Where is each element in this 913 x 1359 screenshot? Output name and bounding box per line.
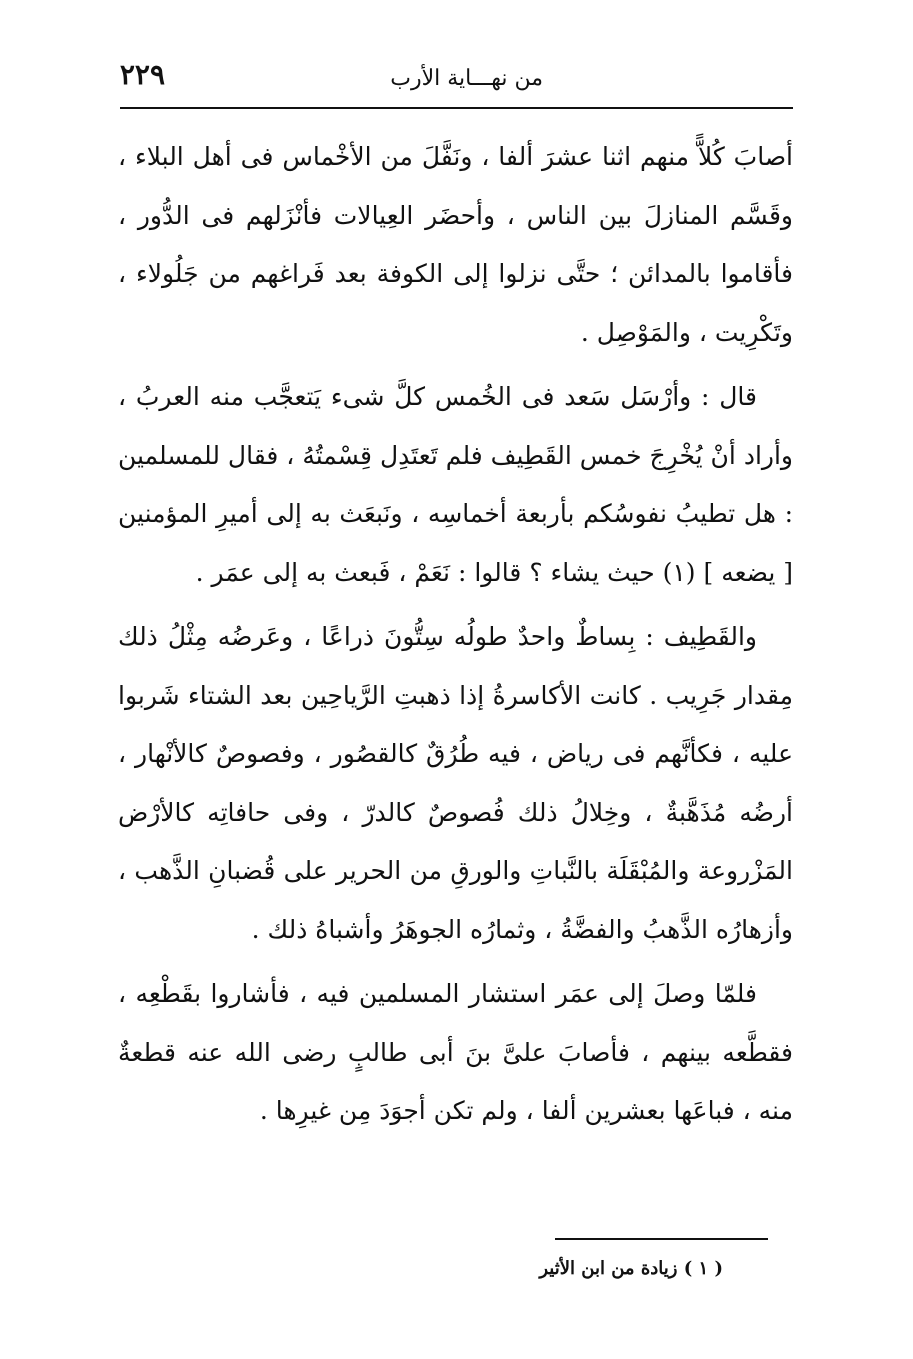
paragraph-1: أصابَ كُلاًّ منهم اثنا عشرَ ألفا ، ونَفَّلَ من الأخْماس فى أهل البلاء ، وقَسَّم المنازلَ بين الناس ، وأحضَر العِيالات فأنْزَلهم فى الدُّور ، فأقاموا بالمدائن ؛ حتَّى نزلوا إلى الكوفة بعد فَراغهم من جَلُولاء ، وتَكْرِيت ، والمَوْصِل . — [118, 142, 794, 347]
footnote-rule — [555, 1238, 768, 1240]
footnote: ( ١ ) زيادة من ابن الأثير — [539, 1258, 723, 1279]
paragraph-2: قال : وأرْسَل سَعد فى الخُمس كلَّ شىء يَتعجَّب منه العربُ ، وأراد أنْ يُخْرِجَ خمس القَطِيف فلم تَعتَدِل قِسْمتُهُ ، فقال للمسلمين : هل تطيبُ نفوسُكم بأربعة أخماسِه ، ونَبعَث به إلى أميرِ المؤمنين [ يضعه ] (١) حيث يشاء ؟ قالوا : نَعَمْ ، فَبعث به إلى عمَر . — [118, 382, 793, 587]
page-number: ٢٢٩ — [119, 58, 165, 91]
paragraph-3: والقَطِيف : بِساطٌ واحدٌ طولُه سِتُّونَ ذراعًا ، وعَرضُه مِثْلُ ذلك مِقدار جَرِيب . كانت الأكاسرةُ إذا ذهبتِ الرَّياحِين بعد الشتاء شَربوا عليه ، فكأنَّهم فى رياض ، فيه طُرُقٌ كالقصُور ، وفصوصٌ كالأنْهار ، أرضُه مُذَهَّبةٌ ، وخِلالُ ذلك فُصوصٌ كالدرّ ، وفى حافاتِه كالأرْض المَزْروعة والمُبْقَلَة بالنَّباتِ والورقِ من الحرير على قُضبانِ الذَّهب ، وأزهارُه الذَّهبُ والفضَّةُ ، وثمارُه الجوهَرُ وأشباهُ ذلك . — [118, 622, 793, 944]
header-rule — [120, 107, 793, 109]
paragraph-4: فلمّا وصلَ إلى عمَر استشار المسلمين فيه ، فأشاروا بقَطْعِه ، فقطَّعه بينهم ، فأصابَ علىَّ بنَ أبى طالبٍ رضى الله عنه قطعةٌ منه ، فباعَها بعشرين ألفا ، ولم تكن أجوَدَ مِن غيرِها . — [118, 979, 793, 1125]
body-text — [118, 128, 793, 1147]
page-header-title: من نهـــاية الأرب — [390, 66, 543, 91]
running-head — [118, 48, 793, 98]
